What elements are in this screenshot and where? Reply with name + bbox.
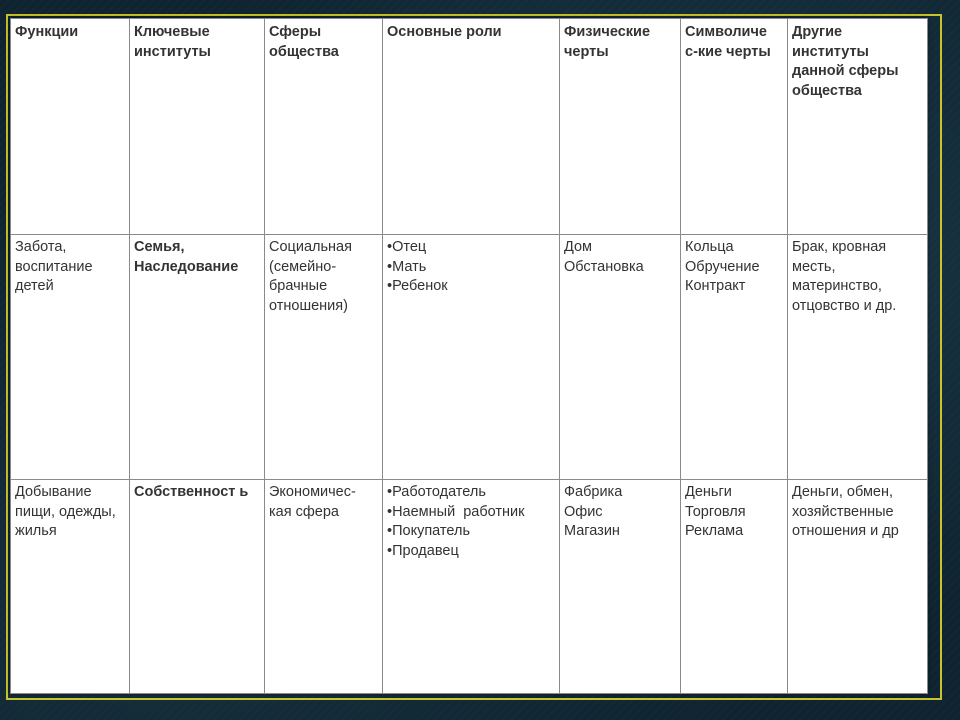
cell-other-institutes: Деньги, обмен, хозяйственные отношения и др: [788, 480, 928, 694]
physical-item: Обстановка: [564, 258, 644, 275]
cell-physical-traits: [560, 235, 681, 480]
role-item: •Отец: [387, 239, 427, 255]
role-item: •Продавец: [387, 542, 459, 559]
table-row: [11, 480, 928, 694]
cell-functions: Забота, воспитание детей: [11, 235, 130, 480]
cell-physical-traits: [560, 480, 681, 694]
physical-item: Фабрика: [564, 484, 623, 500]
cell-roles: [383, 480, 560, 694]
institutions-table: [10, 18, 928, 694]
cell-functions: Добывание пищи, одежды, жилья: [11, 480, 130, 694]
cell-key-institutes: Семья, Наследование: [130, 235, 265, 480]
physical-item: Магазин: [564, 523, 620, 539]
role-item: •Ребенок: [387, 278, 448, 294]
cell-symbolic-traits: [681, 480, 788, 694]
table-container: [10, 18, 927, 693]
physical-item: Офис: [564, 503, 603, 520]
header-roles: Основные роли: [383, 19, 560, 235]
cell-spheres: Экономичес-кая сфера: [265, 480, 383, 694]
symbolic-item: Торговля: [685, 503, 746, 520]
header-spheres: Сферы общества: [265, 19, 383, 235]
header-physical-traits: Физические черты: [560, 19, 681, 235]
cell-key-institutes: Собственност ь: [130, 480, 265, 694]
symbolic-item: Контракт: [685, 278, 746, 294]
header-other-institutes: Другие институты данной сферы общества: [788, 19, 928, 235]
role-item: •Мать: [387, 258, 427, 275]
cell-other-institutes: Брак, кровная месть, материнство, отцовство и др.: [788, 235, 928, 480]
cell-spheres: Социальная (семейно-брачные отношения): [265, 235, 383, 480]
header-symbolic-traits: Символиче с-кие черты: [681, 19, 788, 235]
symbolic-item: Реклама: [685, 523, 744, 539]
physical-item: Дом: [564, 239, 593, 255]
header-functions: Функции: [11, 19, 130, 235]
role-item: •Наемный работник: [387, 503, 525, 520]
role-item: •Работодатель: [387, 484, 486, 500]
symbolic-item: Кольца: [685, 239, 734, 255]
cell-roles: [383, 235, 560, 480]
table-header-row: [11, 19, 928, 235]
table-row: [11, 235, 928, 480]
symbolic-item: Деньги: [685, 484, 732, 500]
symbolic-item: Обручение: [685, 258, 760, 275]
cell-symbolic-traits: [681, 235, 788, 480]
header-key-institutes: Ключевые институты: [130, 19, 265, 235]
role-item: •Покупатель: [387, 523, 470, 539]
